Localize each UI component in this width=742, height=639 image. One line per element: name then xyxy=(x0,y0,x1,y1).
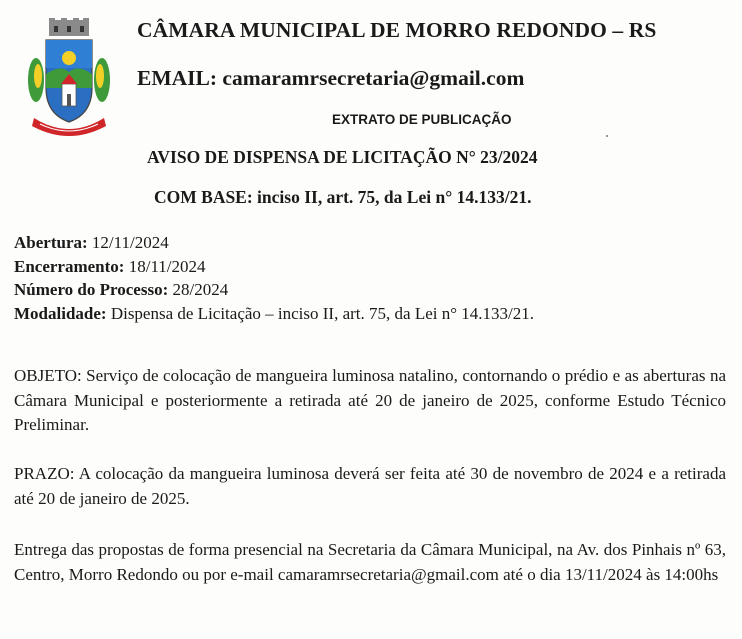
process-fields xyxy=(14,231,534,325)
document-kind: EXTRATO DE PUBLICAÇÃO xyxy=(332,112,512,127)
entrega-paragraph: Entrega das propostas de forma presencial na Secretaria da Câmara Municipal, na Av. dos Pinhais nº 63, Centro, Morro Redondo ou por e-mail camaramrsecretaria@gmail.com até o dia 13/11/2024 às 14:00hs xyxy=(14,540,726,584)
coat-of-arms-icon xyxy=(16,18,122,136)
legal-basis: COM BASE: inciso II, art. 75, da Lei n° 14.133/21. xyxy=(154,187,532,207)
field-numero-processo: Número do Processo: 28/2024 xyxy=(14,280,229,299)
field-encerramento: Encerramento: 18/11/2024 xyxy=(14,256,206,276)
field-modalidade: Modalidade: Dispensa de Licitação – inciso II, art. 75, da Lei n° 14.133/21. xyxy=(14,303,534,323)
chamber-email: EMAIL: camaramrsecretaria@gmail.com xyxy=(137,66,525,90)
chamber-title: CÂMARA MUNICIPAL DE MORRO REDONDO – RS xyxy=(137,18,657,42)
prazo-paragraph: PRAZO: A colocação da mangueira luminosa deverá ser feita até 30 de novembro de 2024 e a retirada até 20 de janeiro de 2025. xyxy=(14,464,726,508)
objeto-paragraph: OBJETO: Serviço de colocação de mangueira luminosa natalino, contornando o prédio e as aberturas na Câmara Municipal e posteriormente a retirada até 20 de janeiro de 2025, conforme Estudo Técnico Preliminar. xyxy=(14,366,726,434)
field-abertura: Abertura: 12/11/2024 xyxy=(14,233,169,252)
scan-speck xyxy=(606,135,608,137)
document-heading: AVISO DE DISPENSA DE LICITAÇÃO N° 23/2024 xyxy=(147,147,538,167)
